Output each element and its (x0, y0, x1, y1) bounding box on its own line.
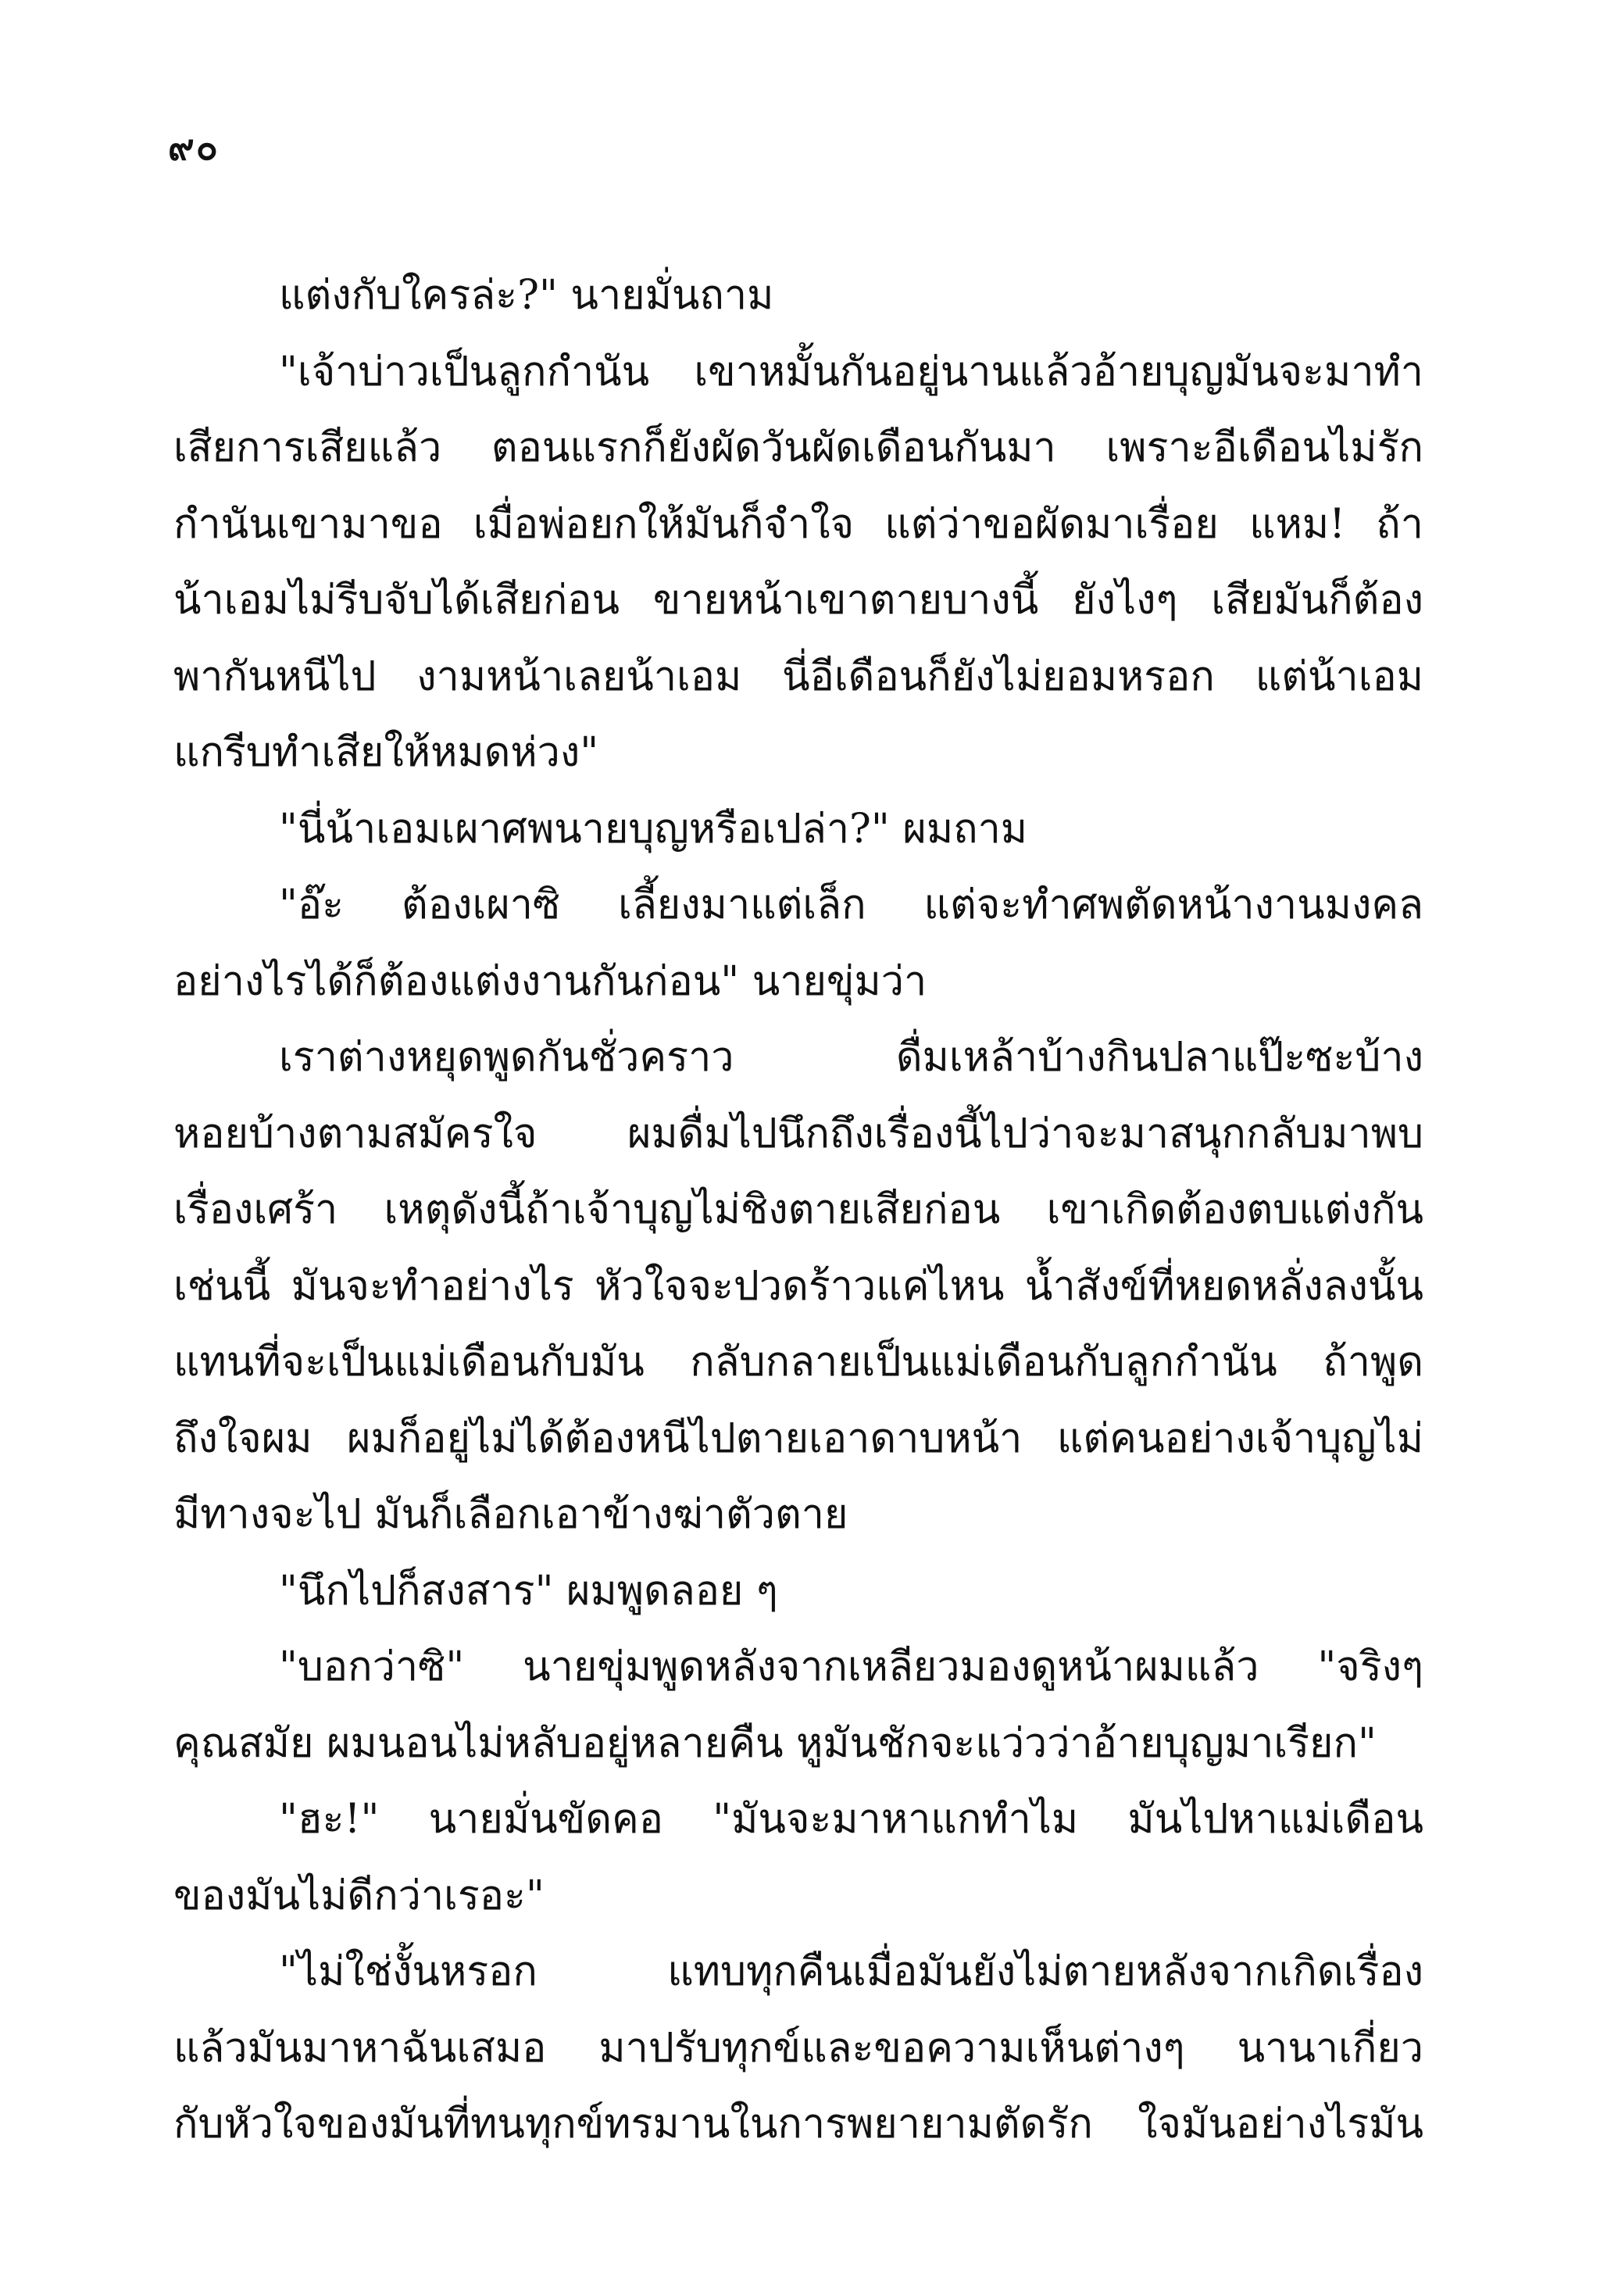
text-line: อย่างไรได้ก็ต้องแต่งงานกันก่อน" นายขุ่มว่า (173, 957, 927, 1005)
text-line: ของมันไม่ดีกว่าเรอะ" (173, 1872, 545, 1919)
text-line: ถึงใจผม ผมก็อยู่ไม่ได้ต้องหนีไปตายเอาดาบหน้า แต่คนอย่างเจ้าบุญไม่ (173, 1414, 1423, 1462)
text-line: เราต่างหยุดพูดกันชั่วคราว ดื่มเหล้าบ้างกินปลาแป๊ะซะบ้าง (279, 1034, 1423, 1081)
text-line: "เจ้าบ่าวเป็นลูกกำนัน เขาหมั้นกันอยู่นานแล้วอ้ายบุญมันจะมาทำ (279, 348, 1423, 395)
text-line: แล้วมันมาหาฉันเสมอ มาปรับทุกข์และขอความเห็นต่างๆ นานาเกี่ยว (173, 2024, 1423, 2072)
text-line: "อ๊ะ ต้องเผาซิ เลี้ยงมาแต่เล็ก แต่จะทำศพตัดหน้างานมงคล (279, 882, 1423, 928)
text-line: แกรีบทำเสียให้หมดห่วง" (173, 729, 599, 776)
page-number: ๙๐ (168, 126, 220, 168)
text-line: หอยบ้างตามสมัครใจ ผมดื่มไปนึกถึงเรื่องนี้ไปว่าจะมาสนุกกลับมาพบ (173, 1110, 1423, 1157)
text-line: "ไม่ใช่งั้นหรอก แทบทุกคืนเมื่อมันยังไม่ตายหลังจากเกิดเรื่อง (279, 1948, 1423, 1995)
text-line: "บอกว่าซิ" นายขุ่มพูดหลังจากเหลียวมองดูหน้าผมแล้ว "จริงๆ (279, 1643, 1423, 1690)
text-line: มีทางจะไป มันก็เลือกเอาข้างฆ่าตัวตาย (173, 1491, 848, 1538)
text-line: คุณสมัย ผมนอนไม่หลับอยู่หลายคืน หูมันชักจะแว่วว่าอ้ายบุญมาเรียก" (173, 1719, 1377, 1767)
text-line: น้าเอมไม่รีบจับได้เสียก่อน ขายหน้าเขาตายบางนี้ ยังไงๆ เสียมันก็ต้อง (173, 577, 1423, 624)
text-line: "ฮะ!" นายมั่นขัดคอ "มันจะมาหาแกทำไม มันไปหาแม่เดือน (279, 1796, 1423, 1843)
body-text (173, 258, 1423, 2163)
text-line: กับหัวใจของมันที่ทนทุกข์ทรมานในการพยายามตัดรัก ใจมันอย่างไรมัน (173, 2101, 1423, 2148)
text-line: เรื่องเศร้า เหตุดังนี้ถ้าเจ้าบุญไม่ชิงตายเสียก่อน เขาเกิดต้องตบแต่งกัน (173, 1186, 1423, 1233)
text-line: กำนันเขามาขอ เมื่อพ่อยกให้มันก็จำใจ แต่ว่าขอผัดมาเรื่อย แหม! ถ้า (173, 500, 1423, 548)
text-line: แทนที่จะเป็นแม่เดือนกับมัน กลับกลายเป็นแม่เดือนกับลูกกำนัน ถ้าพูด (173, 1339, 1423, 1386)
text-line: เสียการเสียแล้ว ตอนแรกก็ยังผัดวันผัดเดือนกันมา เพราะอีเดือนไม่รัก (173, 424, 1423, 471)
text-line: พากันหนีไป งามหน้าเลยน้าเอม นี่อีเดือนก็ยังไม่ยอมหรอก แต่น้าเอม (173, 653, 1423, 700)
text-line: แต่งกับใครล่ะ?" นายมั่นถาม (279, 272, 774, 319)
text-line: เช่นนี้ มันจะทำอย่างไร หัวใจจะปวดร้าวแค่ไหน น้ำสังข์ที่หยดหลั่งลงนั้น (173, 1262, 1423, 1310)
text-line: "นี่น้าเอมเผาศพนายบุญหรือเปล่า?" ผมถาม (279, 805, 1028, 853)
text-line: "นึกไปก็สงสาร" ผมพูดลอย ๆ (279, 1567, 778, 1615)
